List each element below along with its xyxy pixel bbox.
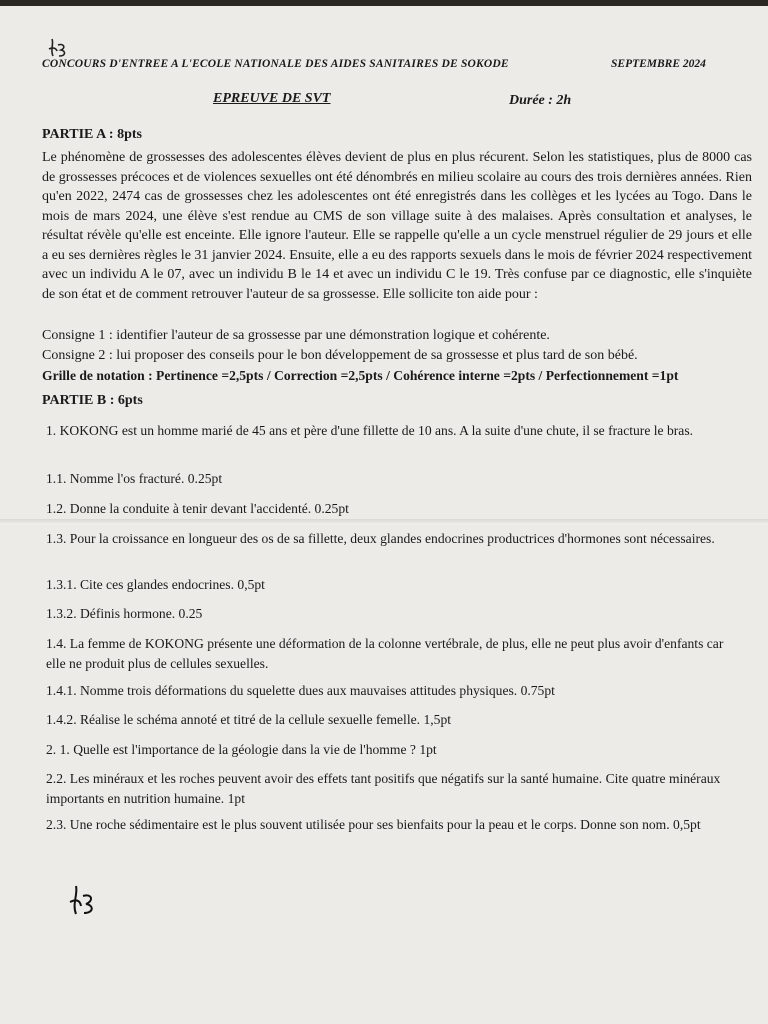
question-1-2: 1.2. Donne la conduite à tenir devant l'accidenté. 0.25pt — [46, 501, 349, 516]
grading-grid: Grille de notation : Pertinence =2,5pts / Correction =2,5pts / Cohérence interne =2pts / Perfectionnement =1pt — [42, 368, 679, 383]
part-a-title: PARTIE A : 8pts — [42, 127, 142, 142]
signature-bottom — [64, 882, 104, 922]
exam-duration: Durée : 2h — [509, 93, 572, 108]
part-a-text: Le phénomène de grossesses des adolescentes élèves devient de plus en plus récurent. Selon les statistiques, plus de 8000 cas de grossesses précoces et de violences sexuelles ont été dénombrés en milieu scolaire au cours des trois dernières années. Rien qu'en 2022, 2474 cas de grossesses chez les adolescentes ont été enregistrés dans les collèges et les lycées au Togo. Dans le mois de mars 2024, une élève s'est rendue au CMS de son village suite à des malaises. Après consultation et analyses, le résultat révèle qu'elle est enceinte. Elle ignore l'auteur. Elle se rappelle qu'elle a un cycle menstruel régulier de 29 jours et elle a eu ses dernières règles le 31 janvier 2024. Ensuite, elle a eu des rapports sexuels dans le mois de février 2024 respectivement avec un individu A le 07, avec un individu B le 14 et avec un individu C le 19. Très confuse par ce diagnostic, elle s'inquiète de son état et de comment retrouver l'auteur de sa grossesse. Elle sollicite ton aide pour : — [42, 150, 752, 302]
question-1-4: 1.4. La femme de KOKONG présente une déformation de la colonne vertébrale, de plus, elle ne peut plus avoir d'enfants car elle ne produit plus de cellules sexuelles. — [46, 636, 724, 671]
question-1-4-2: 1.4.2. Réalise le schéma annoté et titré de la cellule sexuelle femelle. 1,5pt — [46, 712, 452, 727]
institution-header: CONCOURS D'ENTREE A L'ECOLE NATIONALE DES AIDES SANITAIRES DE SOKODE — [42, 58, 509, 70]
question-2-3: 2.3. Une roche sédimentaire est le plus souvent utilisée pour ses bienfaits pour la peau et le corps. Donne son nom. 0,5pt — [46, 817, 701, 832]
exam-date: SEPTEMBRE 2024 — [611, 58, 706, 70]
exam-title: EPREUVE DE SVT — [213, 91, 331, 106]
question-1-3: 1.3. Pour la croissance en longueur des os de sa fillette, deux glandes endocrines productrices d'hormones sont nécessaires. — [46, 531, 715, 546]
consigne-1: Consigne 1 : identifier l'auteur de sa grossesse par une démonstration logique et cohérente. — [42, 328, 550, 343]
question-1-3-2: 1.3.2. Définis hormone. 0.25 — [46, 606, 203, 621]
question-1-3-1: 1.3.1. Cite ces glandes endocrines. 0,5pt — [46, 577, 265, 592]
question-2-1: 2. 1. Quelle est l'importance de la géologie dans la vie de l'homme ? 1pt — [46, 742, 437, 757]
question-1-1: 1.1. Nomme l'os fracturé. 0.25pt — [46, 471, 223, 486]
question-1-4-1: 1.4.1. Nomme trois déformations du squelette dues aux mauvaises attitudes physiques. 0.75pt — [46, 683, 555, 698]
question-1: 1. KOKONG est un homme marié de 45 ans et père d'une fillette de 10 ans. A la suite d'une chute, il se fracture le bras. — [46, 423, 694, 438]
page-fold — [0, 519, 768, 525]
consigne-2: Consigne 2 : lui proposer des conseils pour le bon développement de sa grossesse et plus tard de son bébé. — [42, 348, 638, 363]
part-b-title: PARTIE B : 6pts — [42, 393, 143, 408]
question-2-2: 2.2. Les minéraux et les roches peuvent avoir des effets tant positifs que négatifs sur la santé humaine. Cite quatre minéraux importants en nutrition humaine. 1pt — [46, 771, 721, 806]
exam-page — [0, 6, 768, 1024]
